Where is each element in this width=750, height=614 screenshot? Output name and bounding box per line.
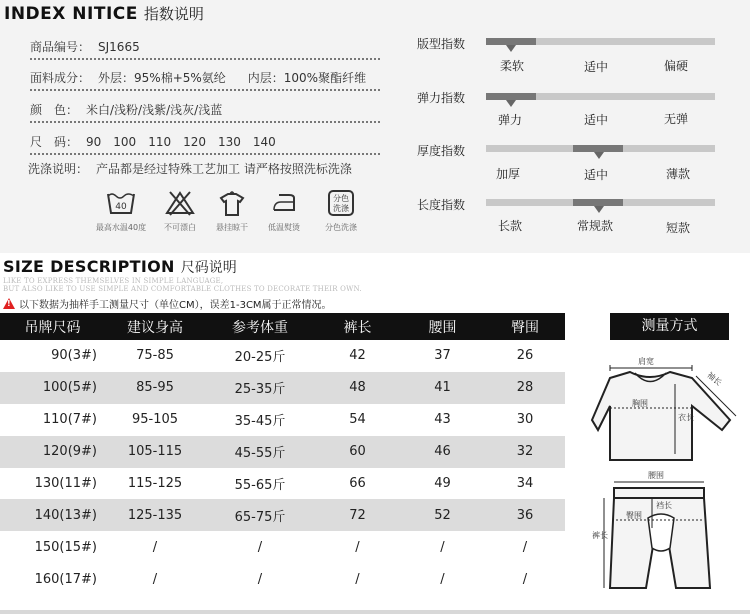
shirt-diagram-icon <box>592 356 736 460</box>
measurement-method-title: 测量方式 <box>610 313 729 340</box>
index-thickness-opt-2: 适中 <box>584 168 609 182</box>
header-waist: 腰围 <box>400 313 485 340</box>
care-separate-wash: 分色 洗涤 分色洗涤 <box>306 188 376 233</box>
table-row: 160(17#) / / / / / <box>0 563 565 595</box>
index-thickness-bar <box>486 145 715 152</box>
care-low-iron: 低温熨烫 <box>249 188 319 233</box>
svg-text:洗涤: 洗涤 <box>333 204 349 213</box>
header-tag-size: 吊牌尺码 <box>0 313 105 340</box>
table-row: 110(7#) 95-105 35-45斤 54 43 30 <box>0 404 565 436</box>
bottom-divider <box>0 610 750 614</box>
svg-text:裤长: 裤长 <box>592 531 608 540</box>
header-hip: 臀围 <box>485 313 565 340</box>
spec-product-code: 商品编号： SJ1665 <box>30 38 380 56</box>
index-fit-marker <box>506 45 516 52</box>
index-thickness-label: 厚度指数 <box>417 144 466 158</box>
header-pants-length: 裤长 <box>315 313 400 340</box>
header-weight: 参考体重 <box>205 313 315 340</box>
index-thickness-marker <box>594 152 604 159</box>
svg-text:分色: 分色 <box>333 194 349 203</box>
index-thickness-opt-1: 加厚 <box>496 167 521 181</box>
svg-text:肩宽: 肩宽 <box>638 357 654 366</box>
index-length-opt-2: 常规款 <box>577 219 614 233</box>
index-length-bar <box>486 199 715 206</box>
index-stretch-opt-1: 弹力 <box>498 113 523 127</box>
index-stretch-marker <box>506 100 516 107</box>
svg-text:40: 40 <box>115 202 127 212</box>
index-notice-title: INDEX NITICE 指数说明 <box>4 4 204 24</box>
svg-text:袖长: 袖长 <box>705 370 724 388</box>
index-fit-opt-3: 偏硬 <box>664 59 689 73</box>
index-stretch-label: 弹力指数 <box>417 91 466 105</box>
pants-diagram-icon <box>592 471 710 588</box>
index-fit-bar <box>486 38 715 45</box>
index-stretch-opt-3: 无弹 <box>664 112 689 126</box>
index-fit-opt-1: 柔软 <box>500 59 525 73</box>
index-fit-label: 版型指数 <box>417 37 466 51</box>
index-thickness-opt-3: 薄款 <box>666 167 691 181</box>
index-length-opt-3: 短款 <box>666 221 691 235</box>
index-length-opt-1: 长款 <box>498 219 523 233</box>
size-description-title: SIZE DESCRIPTION 尺码说明 <box>3 257 237 276</box>
warning-icon <box>3 298 15 309</box>
spec-washing: 洗涤说明： 产品都是经过特殊工艺加工 请严格按照洗标洗涤 <box>28 162 352 176</box>
spec-fabric: 面料成分： 外层：95%棉+5%氨纶 内层：100%聚酯纤维 <box>30 69 380 87</box>
separate-wash-icon <box>306 188 376 218</box>
table-row: 140(13#) 125-135 65-75斤 72 52 36 <box>0 499 565 531</box>
measurement-diagram <box>590 348 745 597</box>
svg-text:衣长: 衣长 <box>678 413 694 422</box>
spec-color: 颜 色： 米白/浅粉/浅紫/浅灰/浅蓝 <box>30 101 380 119</box>
size-table-header <box>0 313 565 340</box>
spec-size: 尺 码： 90 100 110 120 130 140 <box>30 133 380 151</box>
care-hang-dry: 悬挂晾干 <box>197 188 267 233</box>
svg-text:臀围: 臀围 <box>626 511 642 520</box>
index-stretch-opt-2: 适中 <box>584 113 609 127</box>
table-row: 150(15#) / / / / / <box>0 531 565 563</box>
table-row: 90(3#) 75-85 20-25斤 42 37 26 <box>0 340 565 372</box>
index-fit-opt-2: 适中 <box>584 60 609 74</box>
index-stretch-bar <box>486 93 715 100</box>
size-subtitle-2: BUT ALSO LIKE TO USE SIMPLE AND COMFORTABLE CLOTHES TO DECORATE THEIR OWN. <box>3 285 362 293</box>
index-length-label: 长度指数 <box>417 198 466 212</box>
svg-text:腰围: 腰围 <box>648 471 664 480</box>
index-notice-panel <box>0 0 750 253</box>
table-row: 120(9#) 105-115 45-55斤 60 46 32 <box>0 436 565 468</box>
table-row: 130(11#) 115-125 55-65斤 66 49 34 <box>0 468 565 500</box>
svg-text:胸围: 胸围 <box>632 399 648 408</box>
table-row: 100(5#) 85-95 25-35斤 48 41 28 <box>0 372 565 404</box>
measurement-note: ! 以下数据为抽样手工测量尺寸（单位CM），误差1-3CM属于正常情况。 <box>3 296 332 311</box>
size-subtitle-1: LIKE TO EXPRESS THEMSELVES IN SIMPLE LANGUAGE, <box>3 277 224 285</box>
size-table <box>0 313 565 595</box>
header-height: 建议身高 <box>105 313 205 340</box>
svg-text:裆长: 裆长 <box>656 501 672 510</box>
care-no-bleach: 不可漂白 <box>145 188 215 233</box>
index-length-marker <box>594 206 604 213</box>
care-wash-40: 40 最高水温40度 <box>86 188 156 233</box>
